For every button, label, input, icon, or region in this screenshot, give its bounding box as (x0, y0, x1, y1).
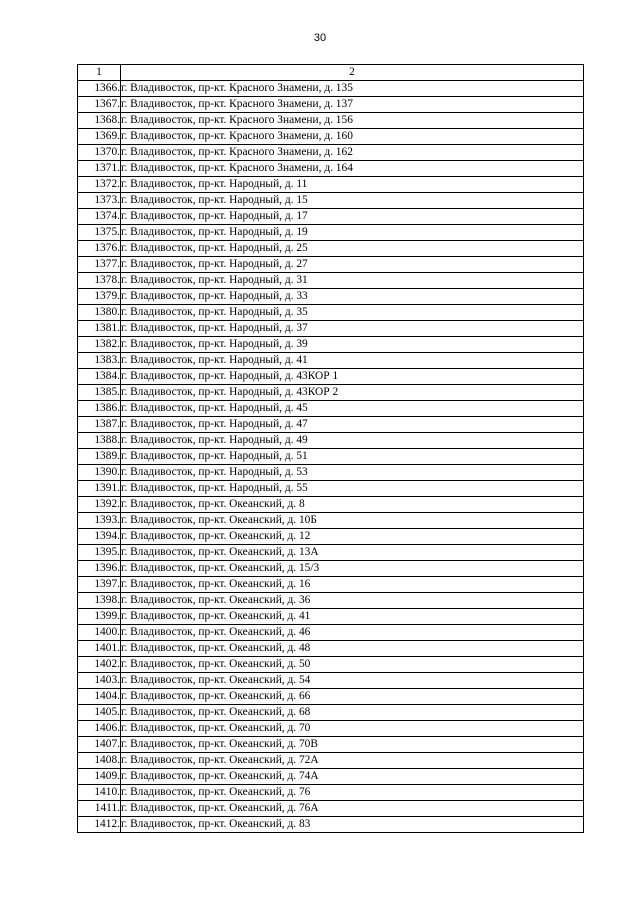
row-address: г. Владивосток, пр-кт. Океанский, д. 83 (121, 817, 584, 833)
table-row (78, 705, 584, 721)
row-address: г. Владивосток, пр-кт. Народный, д. 47 (121, 417, 584, 433)
row-number: 1387. (78, 417, 121, 433)
row-address: г. Владивосток, пр-кт. Океанский, д. 72А (121, 753, 584, 769)
row-number: 1397. (78, 577, 121, 593)
table-row (78, 305, 584, 321)
row-number: 1372. (78, 177, 121, 193)
table-row (78, 433, 584, 449)
row-number: 1392. (78, 497, 121, 513)
table-row (78, 465, 584, 481)
row-number: 1374. (78, 209, 121, 225)
table-body (78, 81, 584, 833)
table-row (78, 417, 584, 433)
row-number: 1369. (78, 129, 121, 145)
row-address: г. Владивосток, пр-кт. Народный, д. 11 (121, 177, 584, 193)
table-row (78, 577, 584, 593)
row-number: 1400. (78, 625, 121, 641)
row-number: 1399. (78, 609, 121, 625)
row-number: 1384. (78, 369, 121, 385)
row-number: 1411. (78, 801, 121, 817)
table-row (78, 625, 584, 641)
table-row (78, 273, 584, 289)
table-row (78, 801, 584, 817)
row-address: г. Владивосток, пр-кт. Океанский, д. 8 (121, 497, 584, 513)
row-address: г. Владивосток, пр-кт. Океанский, д. 48 (121, 641, 584, 657)
row-address: г. Владивосток, пр-кт. Океанский, д. 16 (121, 577, 584, 593)
row-address: г. Владивосток, пр-кт. Океанский, д. 46 (121, 625, 584, 641)
row-number: 1370. (78, 145, 121, 161)
row-address: г. Владивосток, пр-кт. Народный, д. 27 (121, 257, 584, 273)
address-table (77, 64, 584, 833)
row-number: 1396. (78, 561, 121, 577)
row-address: г. Владивосток, пр-кт. Красного Знамени, д. 137 (121, 97, 584, 113)
row-number: 1383. (78, 353, 121, 369)
row-number: 1401. (78, 641, 121, 657)
table-row (78, 689, 584, 705)
row-address: г. Владивосток, пр-кт. Народный, д. 43КОР 1 (121, 369, 584, 385)
row-address: г. Владивосток, пр-кт. Народный, д. 31 (121, 273, 584, 289)
row-number: 1371. (78, 161, 121, 177)
row-address: г. Владивосток, пр-кт. Народный, д. 15 (121, 193, 584, 209)
row-number: 1385. (78, 385, 121, 401)
table-row (78, 609, 584, 625)
row-address: г. Владивосток, пр-кт. Народный, д. 51 (121, 449, 584, 465)
table-row (78, 97, 584, 113)
row-number: 1380. (78, 305, 121, 321)
column-header-address: 2 (121, 65, 584, 81)
row-address: г. Владивосток, пр-кт. Океанский, д. 70В (121, 737, 584, 753)
table-row (78, 769, 584, 785)
row-number: 1403. (78, 673, 121, 689)
table-row (78, 177, 584, 193)
row-number: 1367. (78, 97, 121, 113)
table-row (78, 401, 584, 417)
table-row (78, 641, 584, 657)
row-number: 1379. (78, 289, 121, 305)
row-number: 1405. (78, 705, 121, 721)
row-address: г. Владивосток, пр-кт. Океанский, д. 76 (121, 785, 584, 801)
table-row (78, 721, 584, 737)
row-address: г. Владивосток, пр-кт. Народный, д. 43КОР 2 (121, 385, 584, 401)
row-number: 1410. (78, 785, 121, 801)
table-row (78, 193, 584, 209)
table-row (78, 257, 584, 273)
table-row (78, 593, 584, 609)
row-number: 1390. (78, 465, 121, 481)
row-number: 1375. (78, 225, 121, 241)
column-header-number: 1 (78, 65, 121, 81)
row-number: 1388. (78, 433, 121, 449)
row-number: 1395. (78, 545, 121, 561)
row-number: 1404. (78, 689, 121, 705)
row-number: 1376. (78, 241, 121, 257)
row-number: 1366. (78, 81, 121, 97)
table-row (78, 113, 584, 129)
row-address: г. Владивосток, пр-кт. Океанский, д. 66 (121, 689, 584, 705)
table-row (78, 289, 584, 305)
row-address: г. Владивосток, пр-кт. Океанский, д. 10Б (121, 513, 584, 529)
row-number: 1378. (78, 273, 121, 289)
row-number: 1407. (78, 737, 121, 753)
table-row (78, 657, 584, 673)
row-address: г. Владивосток, пр-кт. Народный, д. 33 (121, 289, 584, 305)
page-number: 30 (313, 32, 327, 44)
row-address: г. Владивосток, пр-кт. Красного Знамени, д. 135 (121, 81, 584, 97)
row-number: 1409. (78, 769, 121, 785)
table-row (78, 353, 584, 369)
row-address: г. Владивосток, пр-кт. Народный, д. 25 (121, 241, 584, 257)
row-number: 1412. (78, 817, 121, 833)
table-row (78, 513, 584, 529)
row-address: г. Владивосток, пр-кт. Народный, д. 35 (121, 305, 584, 321)
table-row (78, 337, 584, 353)
row-address: г. Владивосток, пр-кт. Океанский, д. 13А (121, 545, 584, 561)
table-row (78, 449, 584, 465)
row-address: г. Владивосток, пр-кт. Океанский, д. 74А (121, 769, 584, 785)
row-number: 1382. (78, 337, 121, 353)
row-address: г. Владивосток, пр-кт. Океанский, д. 70 (121, 721, 584, 737)
row-address: г. Владивосток, пр-кт. Океанский, д. 12 (121, 529, 584, 545)
table-row (78, 481, 584, 497)
row-address: г. Владивосток, пр-кт. Народный, д. 45 (121, 401, 584, 417)
table-row (78, 785, 584, 801)
table-row (78, 737, 584, 753)
table-row (78, 225, 584, 241)
row-address: г. Владивосток, пр-кт. Красного Знамени, д. 164 (121, 161, 584, 177)
row-address: г. Владивосток, пр-кт. Океанский, д. 50 (121, 657, 584, 673)
table-row (78, 321, 584, 337)
row-address: г. Владивосток, пр-кт. Красного Знамени, д. 156 (121, 113, 584, 129)
row-number: 1389. (78, 449, 121, 465)
table-row (78, 753, 584, 769)
table-row (78, 497, 584, 513)
table-row (78, 209, 584, 225)
table-row (78, 81, 584, 97)
row-address: г. Владивосток, пр-кт. Океанский, д. 76А (121, 801, 584, 817)
row-address: г. Владивосток, пр-кт. Народный, д. 53 (121, 465, 584, 481)
table-row (78, 817, 584, 833)
row-number: 1408. (78, 753, 121, 769)
row-address: г. Владивосток, пр-кт. Океанский, д. 54 (121, 673, 584, 689)
table-row (78, 529, 584, 545)
row-address: г. Владивосток, пр-кт. Океанский, д. 36 (121, 593, 584, 609)
table-row (78, 161, 584, 177)
row-address: г. Владивосток, пр-кт. Народный, д. 49 (121, 433, 584, 449)
row-number: 1402. (78, 657, 121, 673)
row-number: 1368. (78, 113, 121, 129)
row-number: 1398. (78, 593, 121, 609)
row-address: г. Владивосток, пр-кт. Народный, д. 55 (121, 481, 584, 497)
row-address: г. Владивосток, пр-кт. Народный, д. 37 (121, 321, 584, 337)
table-row (78, 129, 584, 145)
table-row (78, 385, 584, 401)
row-address: г. Владивосток, пр-кт. Народный, д. 17 (121, 209, 584, 225)
row-address: г. Владивосток, пр-кт. Народный, д. 39 (121, 337, 584, 353)
row-number: 1406. (78, 721, 121, 737)
table-row (78, 145, 584, 161)
row-address: г. Владивосток, пр-кт. Народный, д. 19 (121, 225, 584, 241)
row-address: г. Владивосток, пр-кт. Океанский, д. 41 (121, 609, 584, 625)
table-row (78, 369, 584, 385)
row-number: 1391. (78, 481, 121, 497)
row-address: г. Владивосток, пр-кт. Народный, д. 41 (121, 353, 584, 369)
row-address: г. Владивосток, пр-кт. Красного Знамени, д. 162 (121, 145, 584, 161)
table-row (78, 673, 584, 689)
row-number: 1394. (78, 529, 121, 545)
table-row (78, 241, 584, 257)
row-address: г. Владивосток, пр-кт. Океанский, д. 68 (121, 705, 584, 721)
row-number: 1393. (78, 513, 121, 529)
row-number: 1381. (78, 321, 121, 337)
row-number: 1377. (78, 257, 121, 273)
table-row (78, 545, 584, 561)
row-address: г. Владивосток, пр-кт. Океанский, д. 15/3 (121, 561, 584, 577)
row-number: 1386. (78, 401, 121, 417)
table-row (78, 561, 584, 577)
table-header-row (78, 65, 584, 81)
row-address: г. Владивосток, пр-кт. Красного Знамени, д. 160 (121, 129, 584, 145)
row-number: 1373. (78, 193, 121, 209)
